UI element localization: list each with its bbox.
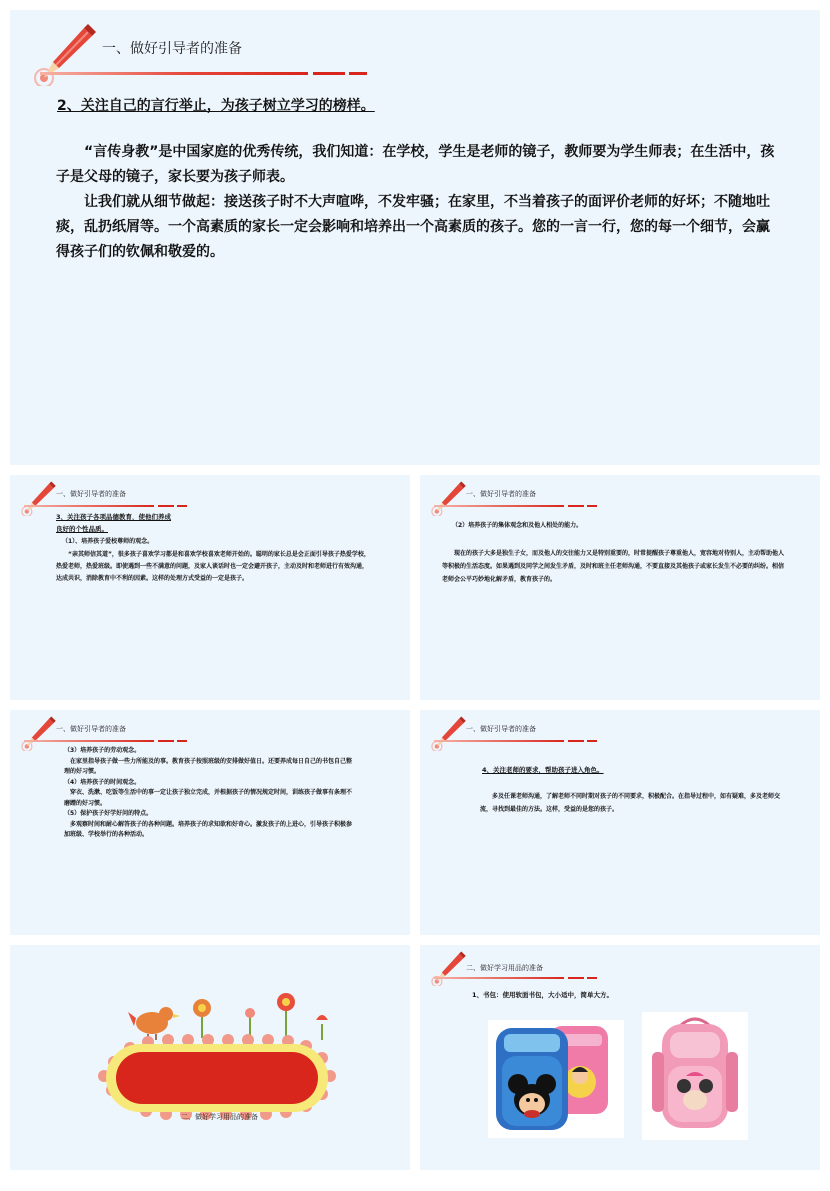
deco-line — [24, 505, 154, 507]
paragraph: 多及任课老师沟通，了解老师不同时期对孩子的不同要求，积极配合。在指导过程中，如有疑难，多及老师交流，寻找到最佳的方法。这样，受益的是您的孩子。 — [480, 793, 781, 813]
paragraph: 让我们就从细节做起：接送孩子时不大声喧哗，不发牢骚；在家里，不当着孩子的面评价老师的好坏；不随地吐痰，乱扔纸屑等。一个高素质的家长一定会影响和培养出一个高素质的孩子。您的一言一行，您的每一个细节，会赢得孩子们的钦佩和敬爱的。 — [56, 194, 770, 260]
list-heading: （2）培养孩子的集体观念和及他人相处的能力。 — [452, 522, 583, 529]
deco-line — [313, 72, 345, 75]
slide-subtitle: 2、关注自己的言行举止，为孩子树立学习的榜样。 — [57, 98, 375, 114]
pencil-icon — [18, 713, 58, 751]
list-heading: （3）培养孩子的劳动观念。 — [64, 747, 141, 754]
bird-icon — [128, 1007, 180, 1040]
slide-heading: 一、做好引导者的准备 — [466, 725, 536, 733]
slide-subtitle: 良好的个性品质。 — [56, 525, 108, 533]
deco-line — [568, 740, 584, 742]
pencil-icon — [428, 948, 468, 986]
paragraph: “言传身教”是中国家庭的优秀传统，我们知道：在学校，学生是老师的镜子，教师要为学生师表；在生活中，孩子是父母的镜子，家长要为孩子师表。 — [56, 144, 775, 185]
pencil-icon — [18, 478, 58, 516]
slide-3 — [420, 475, 820, 700]
slide-subtitle: 4、关注老师的要求，帮助孩子进入角色。 — [482, 766, 604, 774]
slide-1 — [10, 10, 820, 465]
slide-heading: 一、做好引导者的准备 — [56, 490, 126, 498]
slide-body — [64, 746, 354, 841]
slide-5 — [420, 710, 820, 935]
paragraph: 在家里指导孩子做一些力所能及的事。教育孩子按照班级的安排做好值日。还要养成每日自己的书包自己整理的好习惯。 — [64, 757, 353, 775]
banner-illustration — [90, 990, 340, 1150]
slide-body — [480, 790, 780, 816]
slide-body — [56, 549, 371, 585]
deco-line — [40, 72, 308, 75]
slide-heading: 一、做好引导者的准备 — [102, 41, 242, 57]
pencil-icon — [428, 478, 468, 516]
deco-line — [158, 740, 174, 742]
slide-7 — [420, 945, 820, 1170]
slide-body — [442, 547, 787, 586]
list-heading: （4）培养孩子的时间观念。 — [64, 778, 141, 786]
slide-heading: 一、做好引导者的准备 — [56, 725, 126, 733]
deco-line — [177, 505, 187, 507]
paragraph: 多观察时间和耐心解答孩子的各种问题。培养孩子的求知欲和好奇心。激发孩子的上进心，引导孩子积极参加班级、学校举行的各种活动。 — [64, 820, 353, 838]
pencil-icon — [428, 713, 468, 751]
list-heading: （5）保护孩子好学好问的特点。 — [64, 810, 153, 817]
slide-body — [56, 140, 776, 265]
flower-icon — [316, 1015, 328, 1040]
deco-line — [568, 505, 584, 507]
slide-6 — [10, 945, 410, 1170]
flower-icon — [277, 993, 295, 1038]
slide-subtitle: 3、关注孩子各项品德教育，使他们养成 — [56, 513, 172, 521]
slide-2 — [10, 475, 410, 700]
deco-line — [587, 505, 597, 507]
list-heading: （1）、培养孩子爱校尊师的观念。 — [62, 538, 154, 545]
slide-heading: 一、做好引导者的准备 — [466, 490, 536, 498]
deco-line — [24, 740, 154, 742]
deco-line — [568, 977, 584, 979]
deco-line — [434, 977, 564, 979]
paragraph: “亲其师信其道”，很多孩子喜欢学习都是和喜欢学校喜欢老师开始的。聪明的家长总是会正面引导孩子热爱学校，热爱老师，热爱班级。即使遇到一些不满意的问题，及家人谈话时也一定会避开孩子，主动及时和老师进行有效沟通，达成共识，消除教育中不利的因素。这样的处理方式受益的一定是孩子。 — [56, 551, 370, 582]
deco-line — [434, 505, 564, 507]
banner-title: 二、做好学习用品的准备 — [181, 1113, 258, 1121]
paragraph: 现在的孩子大多是独生子女，而及他人的交往能力又是特别重要的，时常提醒孩子尊重他人，宽容地对待别人，主动帮助他人等积极的生活态度。如果遇到及同学之间发生矛盾，及时和班主任老师沟通，不要直接及其他孩子或家长发生不必要的纠纷。相信老师会公平巧妙地化解矛盾，教育孩子的。 — [442, 550, 785, 583]
deco-line — [587, 977, 597, 979]
deco-line — [434, 740, 564, 742]
backpack-image — [488, 1020, 624, 1138]
backpack-image — [642, 1012, 748, 1140]
pencil-icon — [28, 18, 100, 86]
flower-icon — [245, 1008, 255, 1038]
deco-line — [587, 740, 597, 742]
slide-heading: 二、做好学习用品的准备 — [466, 964, 543, 972]
deco-line — [158, 505, 174, 507]
deco-line — [177, 740, 187, 742]
flower-icon — [193, 999, 211, 1038]
paragraph: 穿衣、洗漱、吃饭等生活中的事一定让孩子独立完成，并根据孩子的情况规定时间，训练孩子做事有条理不磨蹭的好习惯。 — [64, 789, 353, 807]
deco-line — [349, 72, 367, 75]
slide-4 — [10, 710, 410, 935]
list-heading: 1、书包：使用软面书包，大小适中，简单大方。 — [472, 991, 614, 999]
